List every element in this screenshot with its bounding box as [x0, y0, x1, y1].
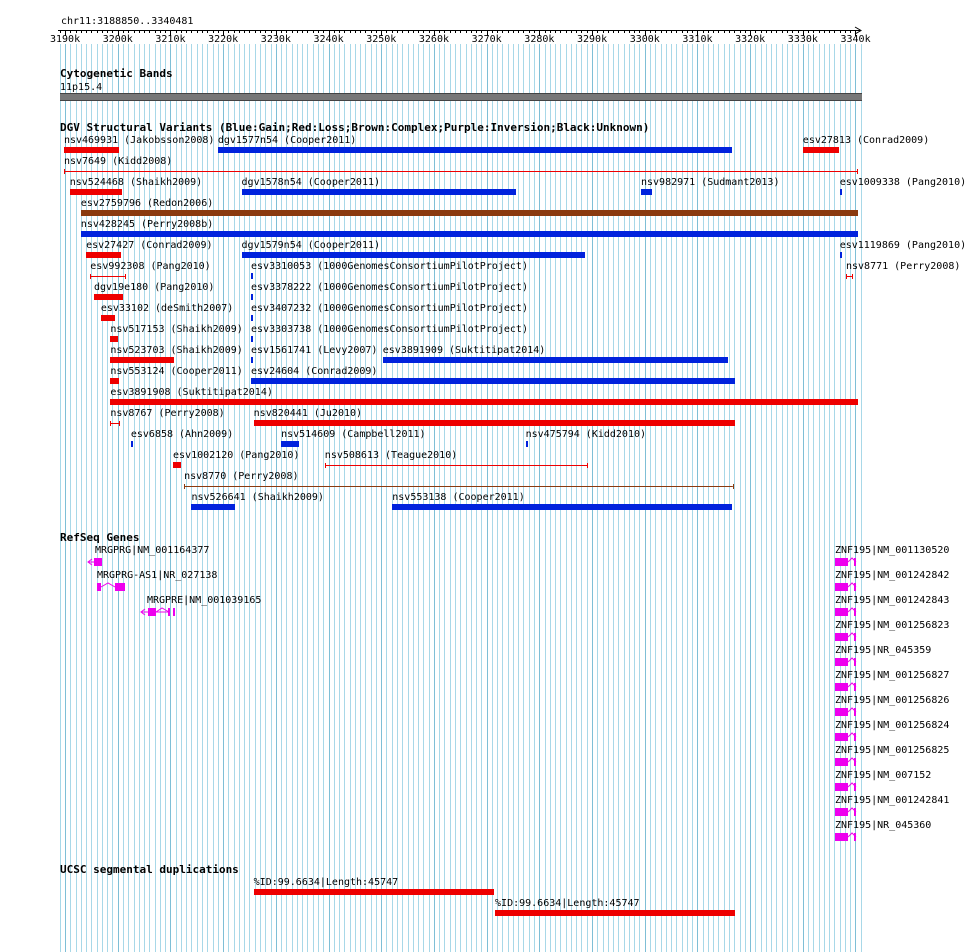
dgv-feature-label[interactable]: nsv8771 (Perry2008)	[846, 261, 961, 272]
dgv-feature[interactable]	[254, 420, 736, 426]
dgv-feature-label[interactable]: nsv8770 (Perry2008)	[184, 471, 299, 482]
dgv-feature[interactable]	[94, 294, 123, 300]
dgv-feature-label[interactable]: esv27813 (Conrad2009)	[802, 135, 930, 146]
dgv-feature-label[interactable]: nsv517153 (Shaikh2009)	[110, 324, 243, 335]
dgv-feature-label[interactable]: nsv428245 (Perry2008b)	[80, 219, 214, 230]
ruler-tick-label: 3220k	[208, 34, 239, 45]
dgv-feature-label[interactable]: esv6858 (Ahn2009)	[130, 429, 234, 440]
dgv-feature[interactable]	[251, 378, 735, 384]
dgv-feature-label[interactable]: dgv1577n54 (Cooper2011)	[217, 135, 357, 146]
dgv-feature-label[interactable]: esv3891908 (Suktitipat2014)	[110, 387, 273, 398]
dgv-feature[interactable]	[110, 336, 117, 342]
segdup-feature-label[interactable]: %ID:99.6634|Length:45747	[253, 877, 399, 888]
dgv-feature-label[interactable]: nsv982971 (Sudmant2013)	[641, 177, 780, 188]
dgv-feature-label[interactable]: esv3407232 (1000GenomesConsortiumPilotProject)	[251, 303, 528, 314]
dgv-feature-label[interactable]: nsv7649 (Kidd2008)	[63, 156, 173, 167]
refseq-gene-model[interactable]	[834, 731, 894, 743]
dgv-feature[interactable]	[641, 189, 652, 195]
ruler-tick-label: 3310k	[682, 34, 713, 45]
dgv-feature[interactable]	[218, 147, 732, 153]
dgv-feature-label[interactable]: esv3891909 (Suktitipat2014)	[382, 345, 546, 356]
refseq-gene-model[interactable]	[834, 831, 894, 843]
refseq-gene-model[interactable]	[834, 781, 894, 793]
dgv-feature[interactable]	[81, 231, 858, 237]
dgv-feature-label[interactable]: nsv8767 (Perry2008)	[110, 408, 225, 419]
refseq-gene-model[interactable]	[834, 631, 894, 643]
dgv-feature[interactable]	[64, 169, 858, 174]
dgv-feature-label[interactable]: nsv553124 (Cooper2011)	[110, 366, 243, 377]
segdup-track-title[interactable]: UCSC segmental duplications	[60, 863, 239, 876]
refseq-gene-model[interactable]	[139, 606, 199, 618]
refseq-gene-label[interactable]: ZNF195|NR_045359	[835, 645, 932, 656]
refseq-gene-label[interactable]: ZNF195|NM_001130520	[835, 545, 950, 556]
dgv-feature[interactable]	[840, 189, 842, 195]
dgv-feature[interactable]	[251, 315, 253, 321]
refseq-gene-label[interactable]: ZNF195|NM_001256825	[835, 745, 950, 756]
cytoband-label: 11p15.4	[60, 82, 103, 93]
dgv-feature-label[interactable]: nsv523703 (Shaikh2009)	[110, 345, 243, 356]
ruler-tick-label: 3190k	[50, 34, 81, 45]
refseq-gene-label[interactable]: MRGPRG-AS1|NR_027138	[97, 570, 218, 581]
refseq-gene-label[interactable]: ZNF195|NM_007152	[835, 770, 932, 781]
dgv-feature[interactable]	[846, 274, 853, 279]
ruler-tick-label: 3340k	[840, 34, 871, 45]
cytoband-track-title[interactable]: Cytogenetic Bands	[60, 67, 173, 80]
dgv-feature-label[interactable]: esv1002120 (Pang2010)	[173, 450, 300, 461]
dgv-feature[interactable]	[840, 252, 842, 258]
refseq-gene-model[interactable]	[834, 806, 894, 818]
dgv-feature-label[interactable]: esv3310053 (1000GenomesConsortiumPilotProject)	[251, 261, 528, 272]
ruler-tick-label: 3240k	[313, 34, 344, 45]
dgv-feature[interactable]	[64, 147, 119, 153]
dgv-feature-label[interactable]: esv1561741 (Levy2007)	[251, 345, 378, 356]
refseq-gene-label[interactable]: ZNF195|NM_001256826	[835, 695, 950, 706]
refseq-gene-label[interactable]: ZNF195|NM_001256823	[835, 620, 950, 631]
refseq-gene-label[interactable]: ZNF195|NM_001256827	[835, 670, 950, 681]
dgv-feature[interactable]	[184, 484, 734, 489]
segdup-feature[interactable]	[495, 910, 735, 916]
refseq-gene-label[interactable]: ZNF195|NM_001242842	[835, 570, 950, 581]
dgv-feature-label[interactable]: nsv475794 (Kidd2010)	[525, 429, 647, 440]
dgv-feature[interactable]	[70, 189, 122, 195]
refseq-gene-label[interactable]: ZNF195|NM_001242841	[835, 795, 950, 806]
dgv-feature[interactable]	[110, 421, 120, 426]
dgv-feature-label[interactable]: esv33102 (deSmith2007)	[100, 303, 234, 314]
dgv-feature-label[interactable]: nsv820441 (Ju2010)	[253, 408, 363, 419]
segdup-feature[interactable]	[254, 889, 495, 895]
refseq-gene-model[interactable]	[834, 706, 894, 718]
refseq-gene-model[interactable]	[86, 556, 146, 568]
refseq-gene-model[interactable]	[96, 581, 156, 593]
dgv-feature-label[interactable]: dgv19e180 (Pang2010)	[93, 282, 215, 293]
ruler-tick-label: 3250k	[366, 34, 397, 45]
dgv-feature[interactable]	[251, 336, 253, 342]
dgv-feature-label[interactable]: dgv1579n54 (Cooper2011)	[241, 240, 381, 251]
dgv-feature-label[interactable]: nsv524468 (Shaikh2009)	[69, 177, 203, 188]
position-label: chr11:3188850..3340481	[61, 16, 194, 27]
dgv-feature-label[interactable]: esv3303738 (1000GenomesConsortiumPilotProject)	[251, 324, 528, 335]
dgv-feature-label[interactable]: esv24604 (Conrad2009)	[251, 366, 378, 377]
refseq-gene-label[interactable]: ZNF195|NM_001256824	[835, 720, 950, 731]
dgv-feature[interactable]	[526, 441, 528, 447]
dgv-feature[interactable]	[251, 294, 253, 300]
refseq-gene-label[interactable]: ZNF195|NM_001242843	[835, 595, 950, 606]
dgv-feature-label[interactable]: esv3378222 (1000GenomesConsortiumPilotProject)	[251, 282, 528, 293]
dgv-feature[interactable]	[281, 441, 299, 447]
refseq-gene-model[interactable]	[834, 606, 894, 618]
segdup-feature-label[interactable]: %ID:99.6634|Length:45747	[495, 898, 640, 909]
ruler-tick-label: 3270k	[471, 34, 502, 45]
refseq-gene-model[interactable]	[834, 656, 894, 668]
ruler-tick-label: 3200k	[102, 34, 133, 45]
dgv-feature-label[interactable]: nsv514609 (Campbell2011)	[281, 429, 426, 440]
refseq-gene-model[interactable]	[834, 581, 894, 593]
dgv-feature-label[interactable]: nsv553138 (Cooper2011)	[392, 492, 525, 503]
refseq-track-title[interactable]: RefSeq Genes	[60, 531, 140, 544]
dgv-feature-label[interactable]: nsv526641 (Shaikh2009)	[191, 492, 324, 503]
dgv-feature[interactable]	[392, 504, 731, 510]
ruler-tick-label: 3300k	[629, 34, 660, 45]
dgv-feature[interactable]	[251, 273, 253, 279]
dgv-feature[interactable]	[81, 210, 858, 216]
dgv-feature[interactable]	[131, 441, 133, 447]
dgv-feature-label[interactable]: esv1009338 (Pang2010)	[839, 177, 966, 188]
ruler-tick-label: 3320k	[735, 34, 766, 45]
dgv-feature[interactable]	[101, 315, 115, 321]
dgv-feature[interactable]	[242, 189, 516, 195]
ruler-tick-label: 3330k	[787, 34, 818, 45]
cytoband-band[interactable]	[60, 93, 862, 101]
dgv-feature[interactable]	[325, 463, 589, 468]
dgv-feature-label[interactable]: esv992308 (Pang2010)	[90, 261, 211, 272]
dgv-feature[interactable]	[383, 357, 729, 363]
refseq-gene-model[interactable]	[834, 556, 894, 568]
refseq-gene-label[interactable]: MRGPRE|NM_001039165	[147, 595, 262, 606]
refseq-gene-model[interactable]	[834, 681, 894, 693]
dgv-feature[interactable]	[803, 147, 839, 153]
dgv-track-title[interactable]: DGV Structural Variants (Blue:Gain;Red:Loss;Brown:Complex;Purple:Inversion;Black:Unknown)	[60, 121, 650, 134]
dgv-feature[interactable]	[191, 504, 234, 510]
ruler-tick-label: 3260k	[418, 34, 449, 45]
refseq-gene-model[interactable]	[834, 756, 894, 768]
ruler-tick-label: 3290k	[577, 34, 608, 45]
dgv-feature[interactable]	[110, 378, 119, 384]
ruler-tick-label: 3210k	[155, 34, 186, 45]
refseq-gene-label[interactable]: MRGPRG|NM_001164377	[95, 545, 210, 556]
dgv-feature-label[interactable]: esv27427 (Conrad2009)	[86, 240, 213, 251]
dgv-feature-label[interactable]: esv2759796 (Redon2006)	[80, 198, 214, 209]
dgv-feature-label[interactable]: nsv469931 (Jakobsson2008)	[63, 135, 215, 146]
dgv-feature-label[interactable]: esv1119869 (Pang2010)	[839, 240, 966, 251]
ruler-tick-label: 3230k	[260, 34, 291, 45]
dgv-feature[interactable]	[110, 357, 173, 363]
dgv-feature[interactable]	[110, 399, 858, 405]
ruler-tick-label: 3280k	[524, 34, 555, 45]
dgv-feature[interactable]	[173, 462, 181, 468]
dgv-feature[interactable]	[90, 274, 126, 279]
dgv-feature-label[interactable]: nsv508613 (Teague2010)	[324, 450, 458, 461]
dgv-feature[interactable]	[242, 252, 585, 258]
dgv-feature-label[interactable]: dgv1578n54 (Cooper2011)	[241, 177, 381, 188]
dgv-feature[interactable]	[86, 252, 121, 258]
refseq-gene-label[interactable]: ZNF195|NR_045360	[835, 820, 932, 831]
dgv-feature[interactable]	[251, 357, 253, 363]
